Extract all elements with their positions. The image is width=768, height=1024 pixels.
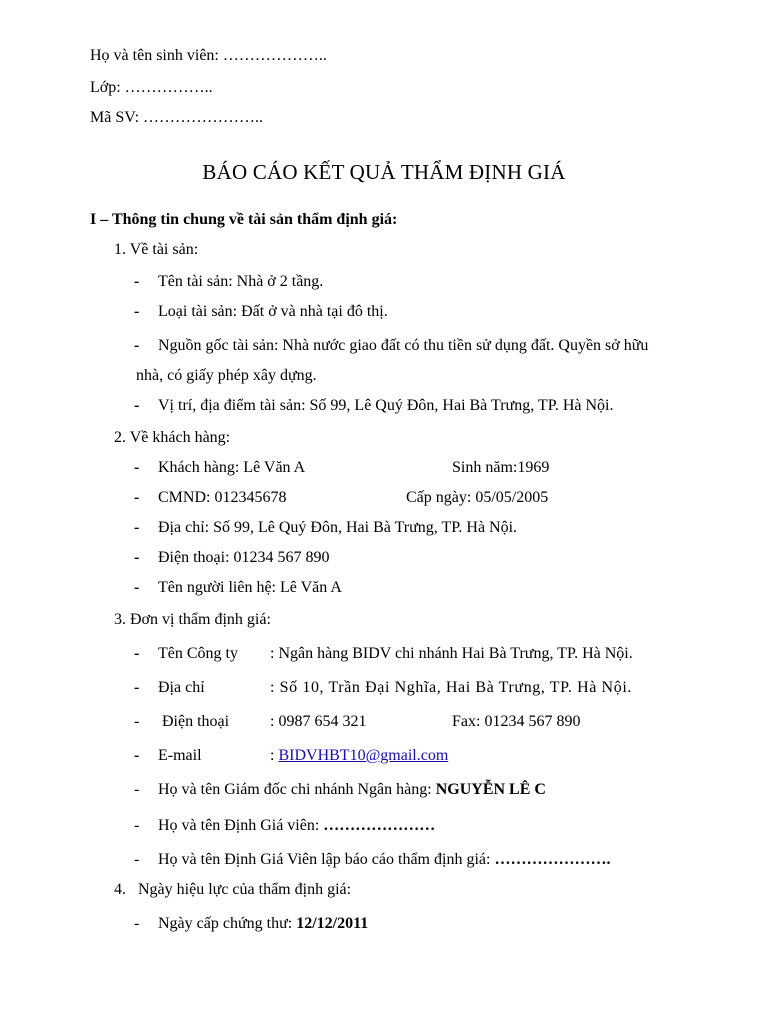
email-line	[270, 746, 448, 766]
customer-contact: Tên người liên hệ: Lê Văn A	[158, 579, 342, 596]
certificate-date-label: Ngày cấp chứng thư:	[158, 915, 297, 932]
email-colon: :	[270, 747, 279, 764]
email-link[interactable]: BIDVHBT10@gmail.com	[278, 747, 449, 764]
certificate-date-value: 12/12/2011	[296, 915, 369, 932]
bullet: -	[134, 337, 140, 354]
report-valuer-name: ………………….	[494, 851, 611, 868]
bullet: -	[134, 489, 140, 506]
bullet: -	[134, 679, 140, 696]
student-name-line: Họ và tên sinh viên: ………………..	[90, 47, 327, 64]
director-name: NGUYỄN LÊ C	[435, 781, 546, 798]
bullet: -	[134, 459, 140, 476]
company-value: : Ngân hàng BIDV chi nhánh Hai Bà Trưng, TP. Hà Nội.	[270, 645, 633, 662]
appraiser-address-label: Địa chỉ	[158, 679, 205, 696]
bullet: -	[134, 303, 140, 320]
document-title: BÁO CÁO KẾT QUẢ THẨM ĐỊNH GIÁ	[202, 160, 566, 184]
director-label: Họ và tên Giám đốc chi nhánh Ngân hàng:	[158, 781, 436, 798]
valuer-line	[158, 816, 435, 836]
bullet: -	[134, 549, 140, 566]
customer-address: Địa chỉ: Số 99, Lê Quý Đôn, Hai Bà Trưng, TP. Hà Nội.	[158, 519, 518, 536]
bullet: -	[134, 817, 140, 834]
email-label: E-mail	[158, 747, 202, 764]
bullet: -	[134, 519, 140, 536]
bullet: -	[134, 713, 140, 730]
appraiser-heading: 3. Đơn vị thẩm định giá:	[114, 611, 271, 628]
bullet: -	[134, 781, 140, 798]
bullet: -	[134, 397, 140, 414]
valuer-name: …………………	[323, 817, 436, 834]
customer-birth-year: Sinh năm:1969	[452, 459, 550, 476]
report-valuer-label: Họ và tên Định Giá Viên lập báo cáo thẩm định giá:	[158, 851, 495, 868]
bullet: -	[134, 645, 140, 662]
company-label: Tên Công ty	[158, 645, 238, 662]
customer-issue-date: Cấp ngày: 05/05/2005	[406, 489, 549, 506]
customer-id-card: CMND: 012345678	[158, 489, 287, 506]
valuer-label: Họ và tên Định Giá viên:	[158, 817, 324, 834]
report-valuer-line	[158, 850, 610, 870]
bullet: -	[134, 747, 140, 764]
asset-name: Tên tài sản: Nhà ở 2 tầng.	[158, 273, 324, 290]
section-heading: I – Thông tin chung về tài sản thẩm định giá:	[90, 211, 398, 228]
effective-heading: 4. Ngày hiệu lực của thẩm định giá:	[114, 881, 352, 898]
customer-phone: Điện thoại: 01234 567 890	[158, 549, 330, 566]
student-id-line: Mã SV: …………………..	[90, 109, 264, 126]
appraiser-address-value: : Số 10, Trần Đại Nghĩa, Hai Bà Trưng, TP. Hà Nội.	[270, 679, 632, 696]
customer-name: Khách hàng: Lê Văn A	[158, 459, 306, 476]
asset-origin-cont: nhà, có giấy phép xây dựng.	[136, 367, 317, 384]
bullet: -	[134, 273, 140, 290]
customer-heading: 2. Về khách hàng:	[114, 429, 231, 446]
asset-type: Loại tài sản: Đất ở và nhà tại đô thị.	[158, 303, 388, 320]
bullet: -	[134, 915, 140, 932]
bullet: -	[134, 579, 140, 596]
appraiser-fax: Fax: 01234 567 890	[452, 713, 581, 730]
asset-location: Vị trí, địa điểm tài sản: Số 99, Lê Quý Đôn, Hai Bà Trưng, TP. Hà Nội.	[158, 397, 614, 414]
director-line	[158, 780, 546, 800]
certificate-date-line	[158, 914, 368, 934]
asset-origin: Nguồn gốc tài sản: Nhà nước giao đất có thu tiền sử dụng đất. Quyền sở hữu	[158, 337, 649, 354]
asset-heading: 1. Về tài sản:	[114, 241, 199, 258]
appraiser-phone-label: Điện thoại	[158, 713, 230, 730]
appraiser-phone-value: : 0987 654 321	[270, 713, 367, 730]
class-line: Lớp: ……………..	[90, 79, 213, 96]
bullet: -	[134, 851, 140, 868]
